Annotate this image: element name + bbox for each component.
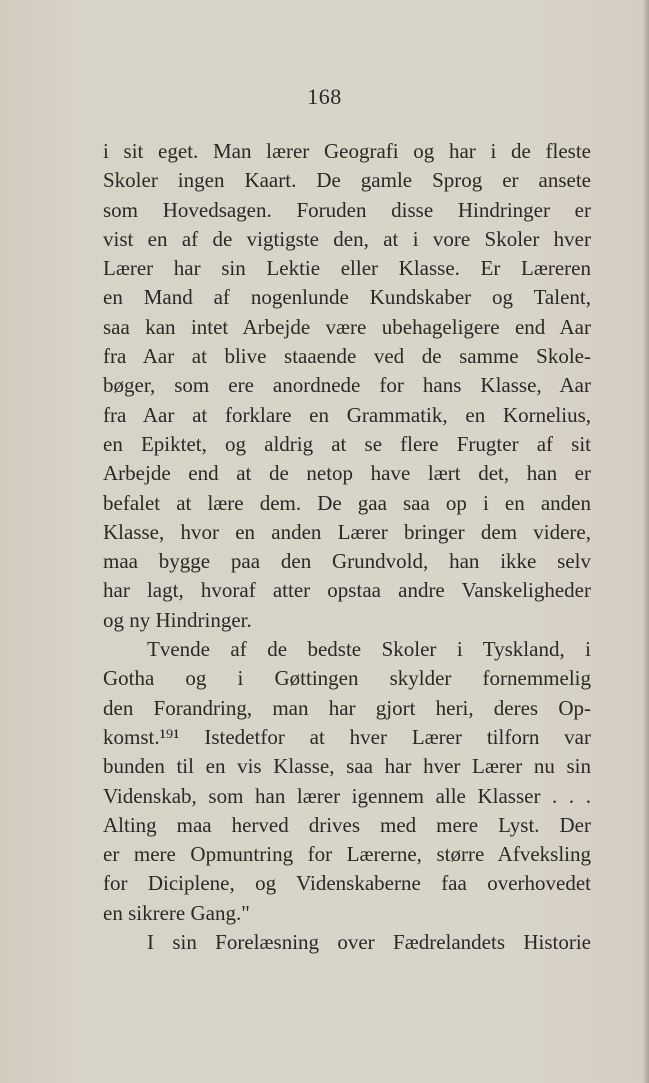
page-gutter-shadow [643,0,649,1083]
text-line: og ny Hindringer. [103,607,252,632]
text-line: bunden til en vis Klasse, saa har hver Lærer nu sin [103,754,591,779]
text-line: for Diciplene, og Videnskaberne faa overhovedet [103,871,591,896]
text-line: har lagt, hvoraf atter opstaa andre Vanskeligheder [103,578,591,603]
text-line: som Hovedsagen. Foruden disse Hindringer er [103,197,591,222]
page-number: 168 [307,84,342,109]
text-line: Tvende af de bedste Skoler i Tyskland, i [147,637,591,662]
text-line: en Epiktet, og aldrig at se flere Frugter af sit [103,431,591,456]
text-line: I sin Forelæsning over Fædrelandets Historie [147,930,591,955]
text-line: fra Aar at forklare en Grammatik, en Kornelius, [103,402,591,427]
text-line: Lærer har sin Lektie eller Klasse. Er Læreren [103,256,591,281]
text-line: komst.¹⁹¹ Istedetfor at hver Lærer tilforn var [103,724,591,749]
text-line: Gotha og i Gøttingen skylder fornemmelig [103,666,591,691]
body-text [103,137,591,957]
text-line: fra Aar at blive staaende ved de samme Skole- [103,344,591,369]
text-line: bøger, som ere anordnede for hans Klasse, Aar [103,373,591,398]
text-line: Klasse, hvor en anden Lærer bringer dem videre, [103,519,591,544]
text-line: i sit eget. Man lærer Geografi og har i de fleste [103,139,591,163]
text-line: befalet at lære dem. De gaa saa op i en anden [103,490,591,515]
text-line: Skoler ingen Kaart. De gamle Sprog er ansete [103,168,591,193]
text-line: Alting maa herved drives med mere Lyst. Der [103,812,591,837]
text-line: Videnskab, som han lærer igennem alle Klasser . . . [103,783,591,808]
text-line: en Mand af nogenlunde Kundskaber og Talent, [103,285,591,310]
text-line: er mere Opmuntring for Lærerne, større Afveksling [103,842,591,867]
text-line: saa kan intet Arbejde være ubehageligere end Aar [103,314,591,339]
text-line: vist en af de vigtigste den, at i vore Skoler hver [103,226,591,251]
text-line: maa bygge paa den Grundvold, han ikke selv [103,549,591,574]
text-line: den Forandring, man har gjort heri, deres Op- [103,695,591,720]
text-line: en sikrere Gang." [103,900,250,925]
text-line: Arbejde end at de netop have lært det, han er [103,461,591,486]
